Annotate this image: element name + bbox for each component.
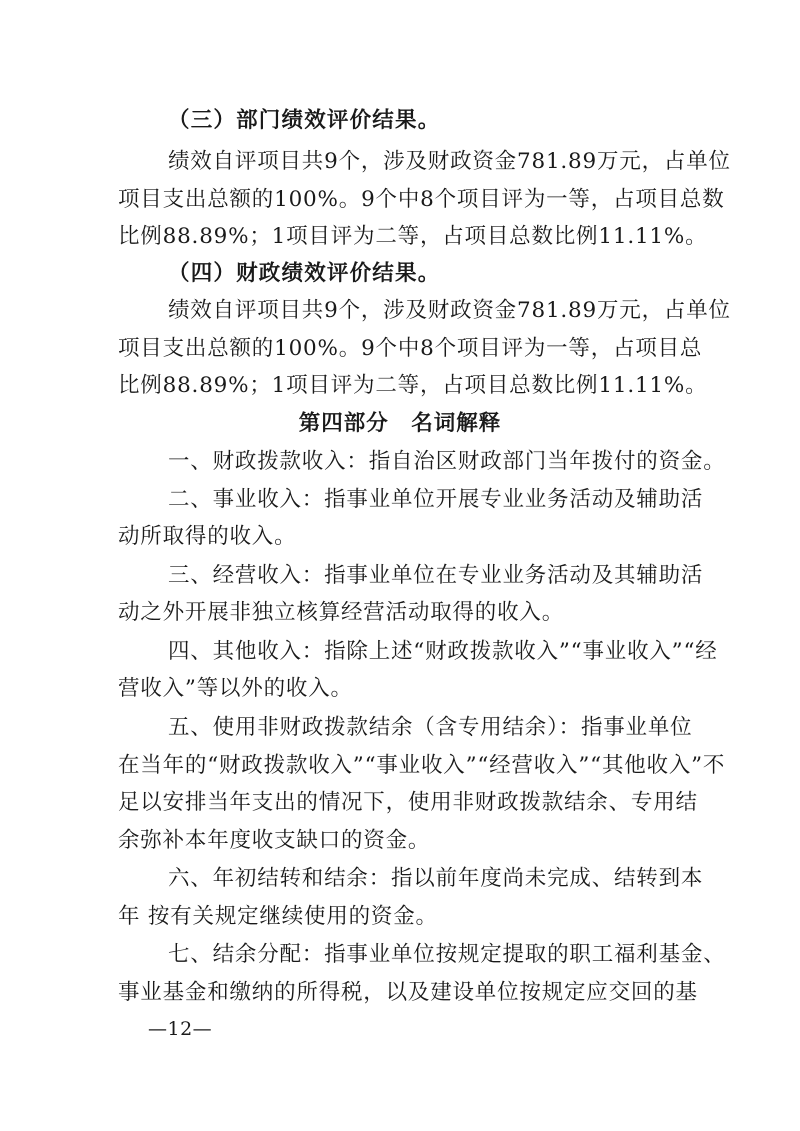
term-line: 六、年初结转和结余：指以前年度尚未完成、结转到本 [168,866,704,891]
paragraph-line: 比例88.89%；1项目评为二等，占项目总数比例11.11%。 [118,373,708,398]
term-line: 二、事业收入：指事业单位开展专业业务活动及辅助活 [168,487,704,512]
term-line: 营收入”等以外的收入。 [118,676,353,701]
term-line: 动之外开展非独立核算经营活动取得的收入。 [118,600,565,625]
paragraph-line: 绩效自评项目共9个，涉及财政资金781.89万元，占单位 [168,149,731,174]
term-line: 余弥补本年度收支缺口的资金。 [118,828,431,853]
part-title: 第四部分 名词解释 [298,411,502,436]
paragraph-line: 项目支出总额的100%。9个中8个项目评为一等，占项目总 [118,336,703,361]
term-line: 七、结余分配：指事业单位按规定提取的职工福利基金、 [168,942,726,967]
term-line: 足以安排当年支出的情况下，使用非财政拨款结余、专用结 [118,790,698,815]
term-line: 一、财政拨款收入：指自治区财政部门当年拨付的资金。 [168,449,726,474]
term-line: 年 按有关规定继续使用的资金。 [118,904,438,929]
term-line: 动所取得的收入。 [118,524,297,549]
term-line: 三、经营收入：指事业单位在专业业务活动及其辅助活 [168,563,704,588]
page-number: —12— [148,1018,213,1040]
paragraph-line: 比例88.89%；1项目评为二等，占项目总数比例11.11%。 [118,224,708,249]
section-heading-3: （三）部门绩效评价结果。 [168,108,441,133]
term-line: 五、使用非财政拨款结余（含专用结余）：指事业单位 [168,715,693,740]
section-heading-4: （四）财政绩效评价结果。 [168,261,441,286]
paragraph-line: 项目支出总额的100%。9个中8个项目评为一等，占项目总数 [118,187,725,212]
term-line: 事业基金和缴纳的所得税，以及建设单位按规定应交回的基 [118,980,698,1005]
term-line: 四、其他收入：指除上述“财政拨款收入”“事业收入”“经 [168,639,718,664]
paragraph-line: 绩效自评项目共9个，涉及财政资金781.89万元，占单位 [168,298,731,323]
term-line: 在当年的“财政拨款收入”“事业收入”“经营收入”“其他收入”不 [118,753,726,778]
